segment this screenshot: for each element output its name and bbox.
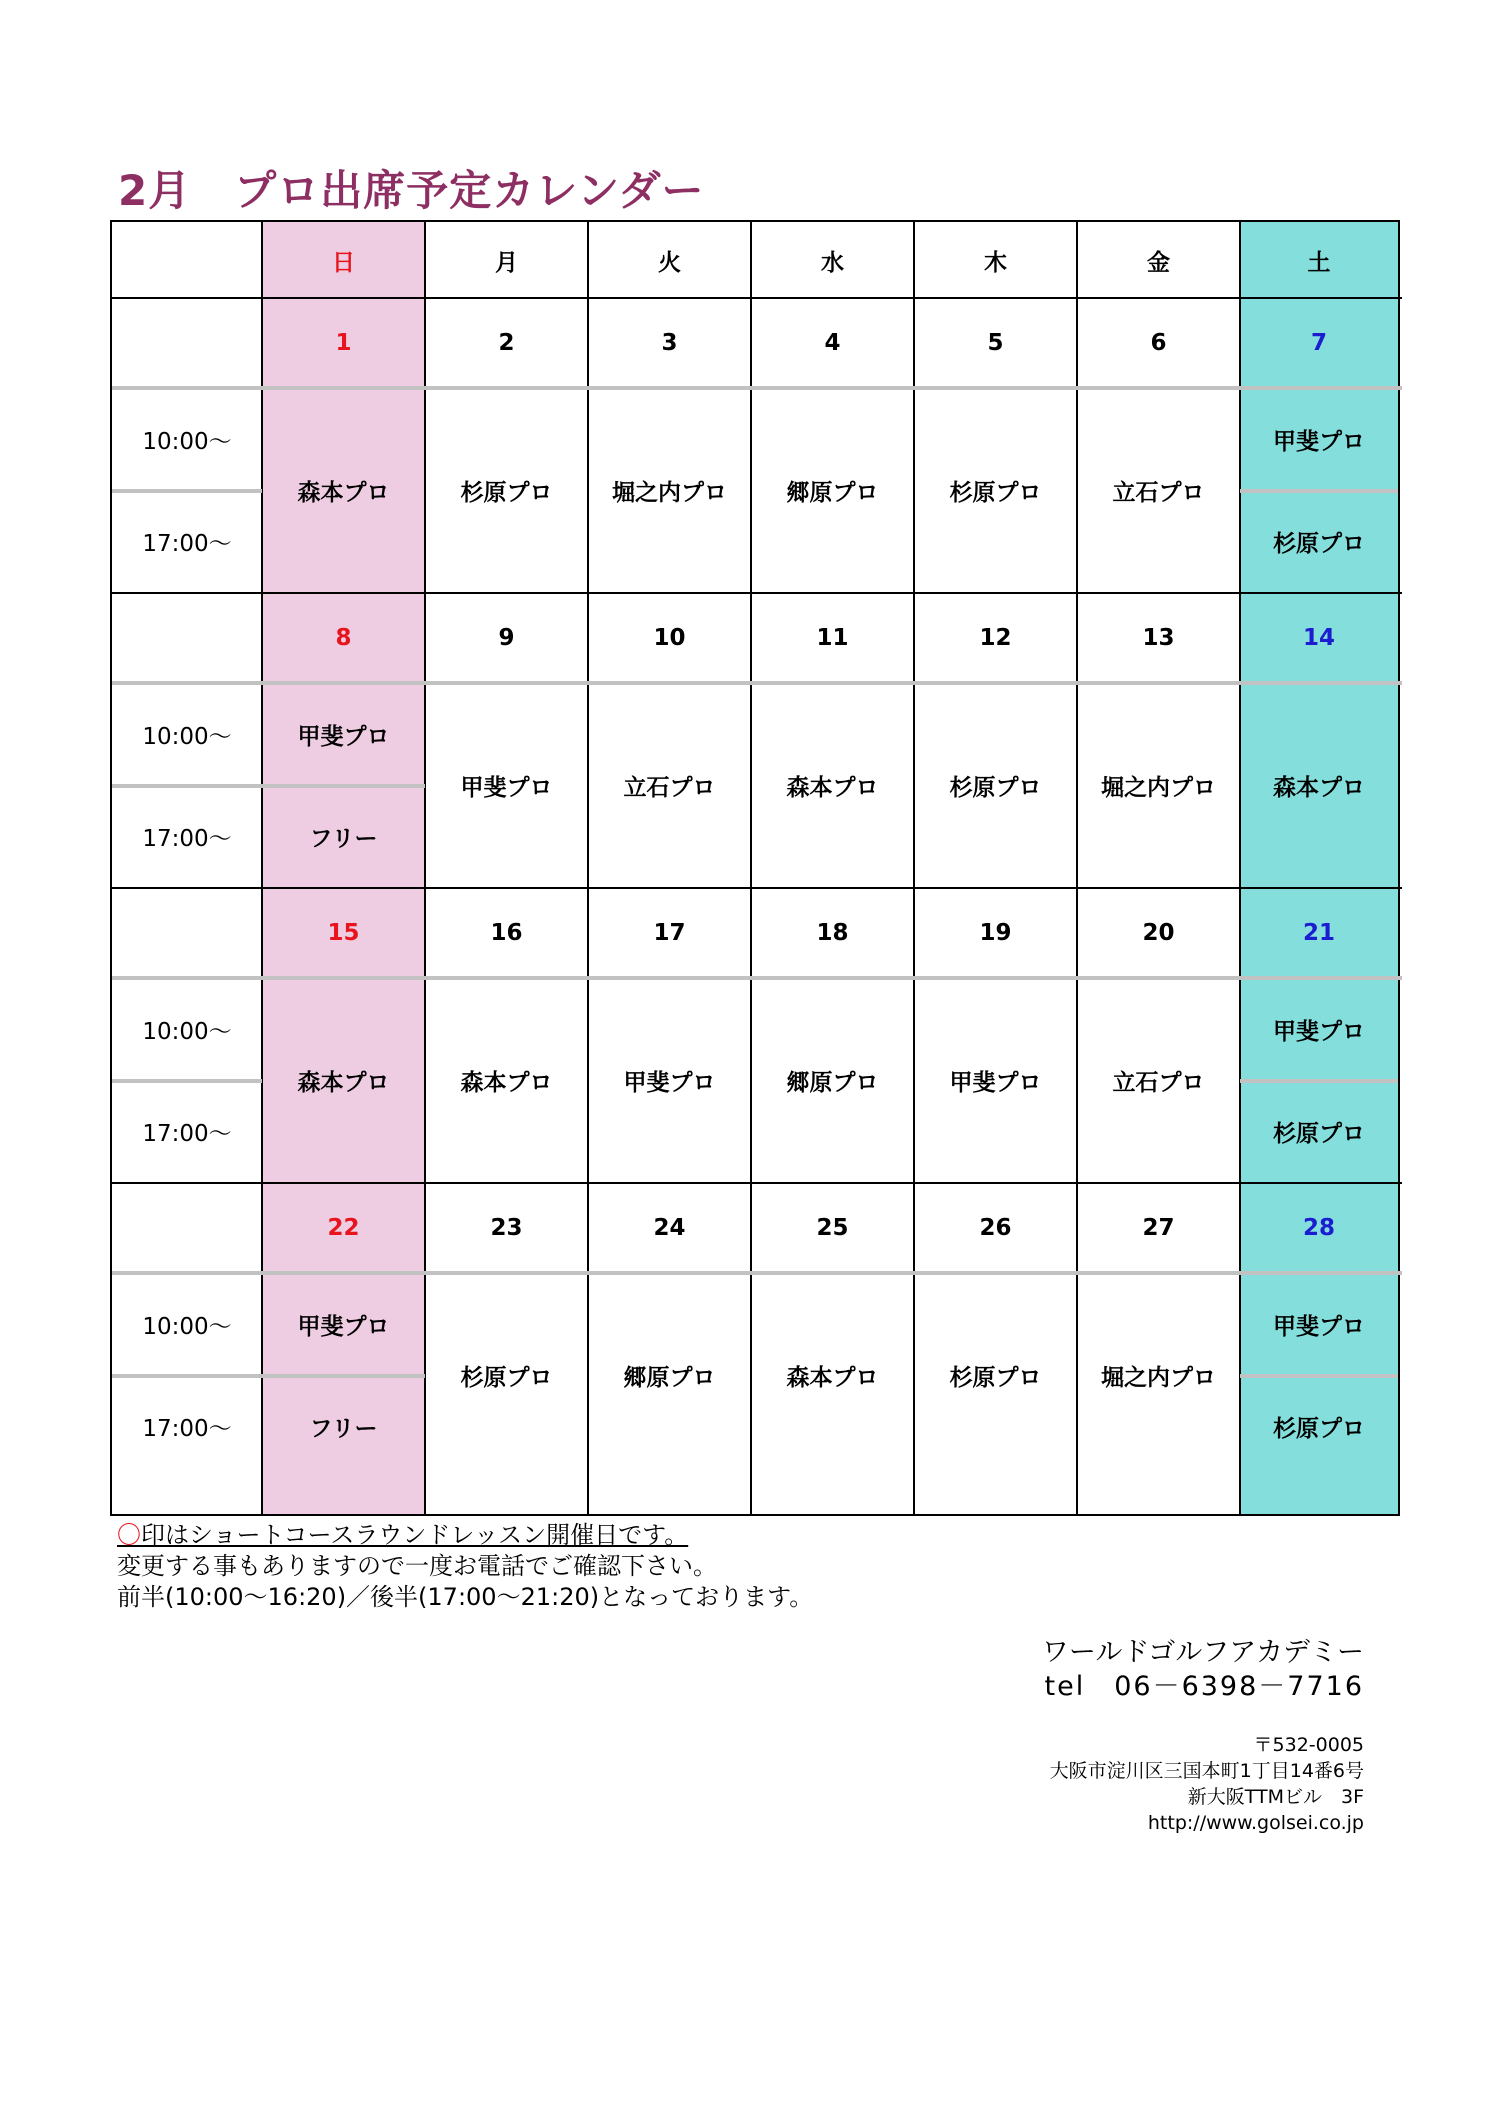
header-corner-cell [112, 222, 262, 298]
pro-slot-w1-d0-1: フリー [309, 826, 378, 853]
note-line-3: 前半(10:00～16:20)／後半(17:00～21:20)となっております。 [117, 1583, 814, 1611]
building: 新大阪TTMビル 3F [1187, 1786, 1364, 1808]
slot-divider [1240, 1079, 1398, 1083]
pro-slot-w2-d2: 甲斐プロ [623, 1070, 716, 1096]
row-divider [112, 592, 1402, 594]
weekday-header-5: 金 [1147, 249, 1170, 276]
pro-slot-w0-d6-0: 甲斐プロ [1273, 428, 1365, 455]
pro-slot-w2-d4: 甲斐プロ [949, 1070, 1042, 1096]
weekday-header-0: 日 [332, 249, 355, 276]
row-divider [112, 887, 1402, 889]
date-cell-22: 22 [327, 1215, 360, 1241]
slot-divider [1240, 1374, 1398, 1378]
weekday-header-4: 木 [984, 249, 1007, 276]
week-2-corner [112, 888, 262, 978]
time-label-evening: 17:00～ [142, 826, 232, 853]
date-cell-5: 5 [987, 330, 1004, 356]
pro-slot-w2-d1: 森本プロ [460, 1070, 553, 1096]
slot-divider [262, 1374, 425, 1378]
slot-divider [112, 784, 262, 788]
date-cell-28: 28 [1302, 1215, 1335, 1241]
slot-divider [112, 1079, 262, 1083]
date-cell-14: 14 [1302, 625, 1335, 651]
week-0-corner [112, 298, 262, 388]
date-cell-11: 11 [816, 625, 849, 651]
telephone: tel 06－6398－7716 [1044, 1671, 1364, 1702]
pro-slot-w2-d5: 立石プロ [1112, 1070, 1205, 1096]
row-divider [112, 1182, 1402, 1184]
pro-slot-w0-d2: 堀之内プロ [612, 480, 727, 506]
pro-slot-w3-d5: 堀之内プロ [1101, 1365, 1216, 1391]
slot-divider [112, 489, 262, 493]
weekday-header-2: 火 [658, 249, 681, 276]
academy-name: ワールドゴルフアカデミー [1041, 1637, 1364, 1668]
column-divider [1076, 222, 1078, 1514]
pro-slot-w2-d3: 郷原プロ [786, 1070, 879, 1096]
pro-slot-w3-d1: 杉原プロ [460, 1365, 553, 1391]
pro-slot-w0-d0: 森本プロ [297, 480, 390, 506]
pro-slot-w0-d3: 郷原プロ [786, 480, 879, 506]
note-line-1 [117, 1520, 813, 1551]
date-cell-15: 15 [327, 920, 360, 946]
date-cell-9: 9 [498, 625, 515, 651]
time-label-morning: 10:00～ [142, 1018, 232, 1045]
notes [117, 1520, 813, 1613]
column-divider [424, 222, 426, 1514]
slot-divider [112, 976, 1402, 980]
pro-slot-w0-d5: 立石プロ [1112, 480, 1205, 506]
date-cell-12: 12 [979, 625, 1012, 651]
slot-divider [1240, 489, 1398, 493]
pro-slot-w1-d6: 森本プロ [1273, 775, 1365, 801]
date-cell-10: 10 [653, 625, 686, 651]
pro-slot-w2-d6-1: 杉原プロ [1273, 1121, 1365, 1148]
postal-code: 〒532-0005 [1253, 1734, 1364, 1756]
pro-slot-w1-d2: 立石プロ [623, 775, 716, 801]
date-cell-4: 4 [824, 330, 841, 356]
time-label-evening: 17:00～ [142, 531, 232, 558]
column-divider [587, 222, 589, 1514]
pro-slot-w1-d0-0: 甲斐プロ [297, 723, 390, 750]
date-cell-27: 27 [1142, 1215, 1175, 1241]
row-divider [112, 297, 1402, 299]
note-line-1-text: 印はショートコースラウンドレッスン開催日です。 [141, 1521, 689, 1549]
circle-mark: 〇 [117, 1521, 141, 1549]
date-cell-3: 3 [661, 330, 678, 356]
page-title: 2月 プロ出席予定カレンダー [118, 166, 705, 215]
pro-slot-w0-d1: 杉原プロ [460, 480, 553, 506]
date-cell-17: 17 [653, 920, 686, 946]
date-cell-24: 24 [653, 1215, 686, 1241]
weekday-header-6: 土 [1307, 249, 1331, 276]
time-label-morning: 10:00～ [142, 1313, 232, 1340]
date-cell-1: 1 [335, 330, 352, 356]
time-label-evening: 17:00～ [142, 1121, 232, 1148]
website-url[interactable]: http://www.golsei.co.jp [1147, 1812, 1364, 1834]
date-cell-7: 7 [1310, 330, 1327, 356]
date-cell-25: 25 [816, 1215, 849, 1241]
pro-slot-w3-d4: 杉原プロ [949, 1365, 1042, 1391]
pro-slot-w2-d0: 森本プロ [297, 1070, 390, 1096]
slot-divider [112, 1374, 262, 1378]
address-block [1042, 1732, 1364, 1836]
column-divider [261, 222, 263, 1514]
pro-slot-w1-d4: 杉原プロ [949, 775, 1042, 801]
pro-slot-w1-d3: 森本プロ [786, 775, 879, 801]
date-cell-20: 20 [1142, 920, 1175, 946]
date-cell-21: 21 [1302, 920, 1335, 946]
pro-slot-w3-d0-0: 甲斐プロ [297, 1313, 390, 1340]
footer [1042, 1636, 1364, 1836]
week-3-corner [112, 1183, 262, 1273]
date-cell-19: 19 [979, 920, 1012, 946]
weekday-header-1: 月 [495, 249, 518, 276]
pro-slot-w2-d6-0: 甲斐プロ [1273, 1018, 1365, 1045]
time-label-evening: 17:00～ [142, 1416, 232, 1443]
note-line-2: 変更する事もありますので一度お電話でご確認下さい。 [117, 1552, 717, 1580]
pro-slot-w1-d5: 堀之内プロ [1101, 775, 1216, 801]
slot-divider [112, 1271, 1402, 1275]
pro-slot-w0-d6-1: 杉原プロ [1273, 531, 1365, 558]
week-1-corner [112, 593, 262, 683]
date-cell-23: 23 [490, 1215, 523, 1241]
slot-divider [112, 681, 1402, 685]
pro-slot-w3-d2: 郷原プロ [623, 1365, 716, 1391]
date-cell-8: 8 [335, 625, 352, 651]
date-cell-6: 6 [1150, 330, 1167, 356]
time-label-morning: 10:00～ [142, 428, 232, 455]
weekday-header-3: 水 [821, 249, 844, 276]
pro-slot-w3-d0-1: フリー [309, 1416, 378, 1443]
pro-slot-w3-d6-0: 甲斐プロ [1273, 1313, 1365, 1340]
pro-slot-w3-d3: 森本プロ [786, 1365, 879, 1391]
slot-divider [112, 386, 1402, 390]
date-cell-18: 18 [816, 920, 849, 946]
date-cell-2: 2 [498, 330, 515, 356]
pro-slot-w3-d6-1: 杉原プロ [1273, 1416, 1365, 1443]
column-divider [750, 222, 752, 1514]
time-label-morning: 10:00～ [142, 723, 232, 750]
address: 大阪市淀川区三国本町1丁目14番6号 [1049, 1760, 1364, 1782]
pro-slot-w0-d4: 杉原プロ [949, 480, 1042, 506]
column-divider [913, 222, 915, 1514]
date-cell-13: 13 [1142, 625, 1175, 651]
date-cell-16: 16 [490, 920, 523, 946]
date-cell-26: 26 [979, 1215, 1012, 1241]
pro-slot-w1-d1: 甲斐プロ [460, 775, 553, 801]
calendar-table [110, 220, 1400, 1516]
slot-divider [262, 784, 425, 788]
column-divider [1239, 222, 1241, 1514]
